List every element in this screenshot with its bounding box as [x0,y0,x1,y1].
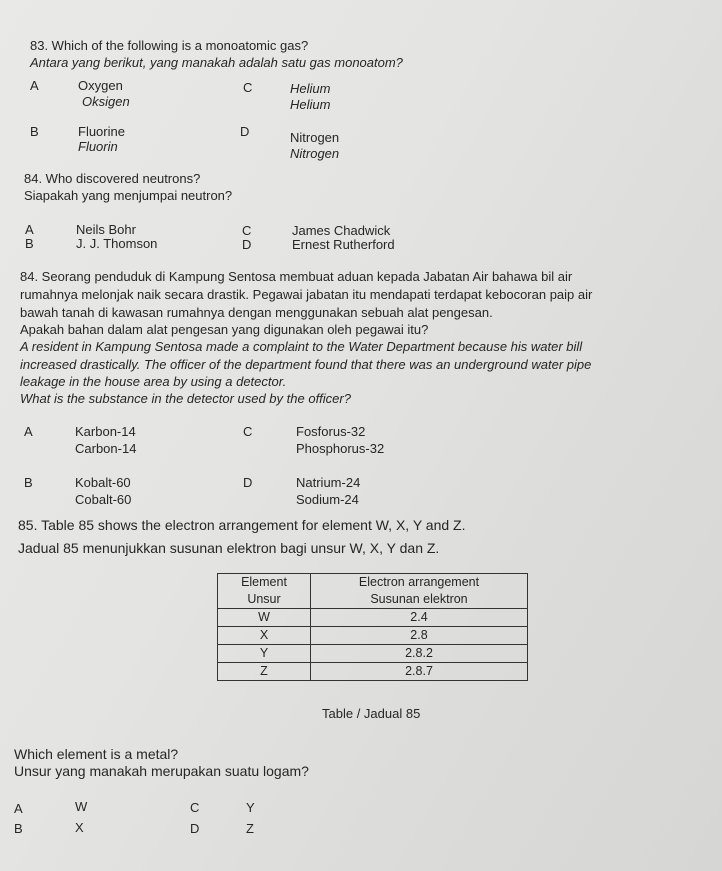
option-text-en: Carbon-14 [75,441,137,456]
header-arrangement-ms: Susunan elektron [370,592,468,606]
q85-intro-en: 85. Table 85 shows the electron arrangement for element W, X, Y and Z. [18,517,466,533]
option-text: J. J. Thomson [76,236,158,251]
cell-arrangement: 2.4 [311,609,528,627]
option-letter: A [30,78,39,93]
option-letter: A [25,222,34,237]
option-letter: B [30,124,39,139]
q85-intro-ms: Jadual 85 menunjukkan susunan elektron bagi unsur W, X, Y dan Z. [18,540,440,556]
q84b-line-2: rumahnya melonjak naik secara drastik. Pegawai jabatan itu mendapati terdapat kebocoran paip air [20,287,593,302]
option-letter: D [240,124,250,139]
q84a-question-en: 84. Who discovered neutrons? [24,171,201,186]
header-element-en: Element [241,575,287,589]
option-text: Y [246,800,255,815]
table-row [218,663,528,681]
q84b-line-en-4: What is the substance in the detector used by the officer? [20,391,351,406]
option-text-ms: Helium [290,97,331,112]
option-text-ms: Natrium-24 [296,475,361,490]
option-text-ms: Fosforus-32 [296,424,366,439]
option-letter: C [190,800,200,815]
option-text: X [75,820,84,835]
option-letter: C [243,80,253,95]
cell-arrangement: 2.8 [311,627,528,645]
q84b-line-1: 84. Seorang penduduk di Kampung Sentosa membuat aduan kepada Jabatan Air bahawa bil air [20,269,573,284]
option-text: Neils Bohr [76,222,136,237]
q85-question-en: Which element is a metal? [14,746,179,762]
header-element-ms: Unsur [247,592,281,606]
option-letter: B [14,821,23,836]
option-text-en: Helium [290,81,331,96]
option-text-en: Phosphorus-32 [296,441,385,456]
option-text: W [75,799,88,814]
option-letter: A [14,801,23,816]
table-caption: Table / Jadual 85 [322,706,421,721]
cell-arrangement: 2.8.2 [311,645,528,663]
option-letter: A [24,424,33,439]
option-text-en: Nitrogen [290,130,340,145]
q83-question-en: 83. Which of the following is a monoatomic gas? [30,38,309,53]
table-header-row [218,574,528,609]
cell-element: Y [218,645,311,663]
option-letter: C [242,223,252,238]
table-row [218,645,528,663]
option-text-ms: Nitrogen [290,146,340,161]
table-row [218,627,528,645]
header-electron-arrangement [311,574,528,609]
option-letter: B [24,475,33,490]
option-text-ms: Karbon-14 [75,424,136,439]
table-row [218,609,528,627]
option-text-ms: Kobalt-60 [75,475,131,490]
option-letter: B [25,236,34,251]
q84a-question-ms: Siapakah yang menjumpai neutron? [24,188,233,203]
q84b-line-3: bawah tanah di kawasan rumahnya dengan menggunakan sebuah alat pengesan. [20,305,493,320]
q84b-line-en-2: increased drastically. The officer of the department found that there was an underground water pipe [20,357,592,372]
option-text-en: Sodium-24 [296,492,359,507]
option-letter: C [243,424,253,439]
option-text: Z [246,821,254,836]
cell-element: Z [218,663,311,681]
option-letter: D [243,475,253,490]
option-text-en: Cobalt-60 [75,492,132,507]
q84b-line-en-3: leakage in the house area by using a detector. [20,374,287,389]
cell-element: W [218,609,311,627]
q83-question-ms: Antara yang berikut, yang manakah adalah satu gas monoatom? [30,55,403,70]
q85-question-ms: Unsur yang manakah merupakan suatu logam? [14,763,309,779]
electron-arrangement-table [217,573,528,681]
option-letter: D [190,821,200,836]
option-text: James Chadwick [292,223,391,238]
header-element [218,574,311,609]
option-text-en: Oxygen [78,78,123,93]
option-text-ms: Fluorin [78,139,118,154]
header-arrangement-en: Electron arrangement [358,575,480,589]
option-text-en: Fluorine [78,124,125,139]
cell-arrangement: 2.8.7 [311,663,528,681]
option-letter: D [242,237,252,252]
q84b-line-en-1: A resident in Kampung Sentosa made a complaint to the Water Department because his water bill [20,339,583,354]
option-text-ms: Oksigen [82,94,130,109]
cell-element: X [218,627,311,645]
q84b-line-4: Apakah bahan dalam alat pengesan yang digunakan oleh pegawai itu? [20,322,429,337]
option-text: Ernest Rutherford [292,237,395,252]
